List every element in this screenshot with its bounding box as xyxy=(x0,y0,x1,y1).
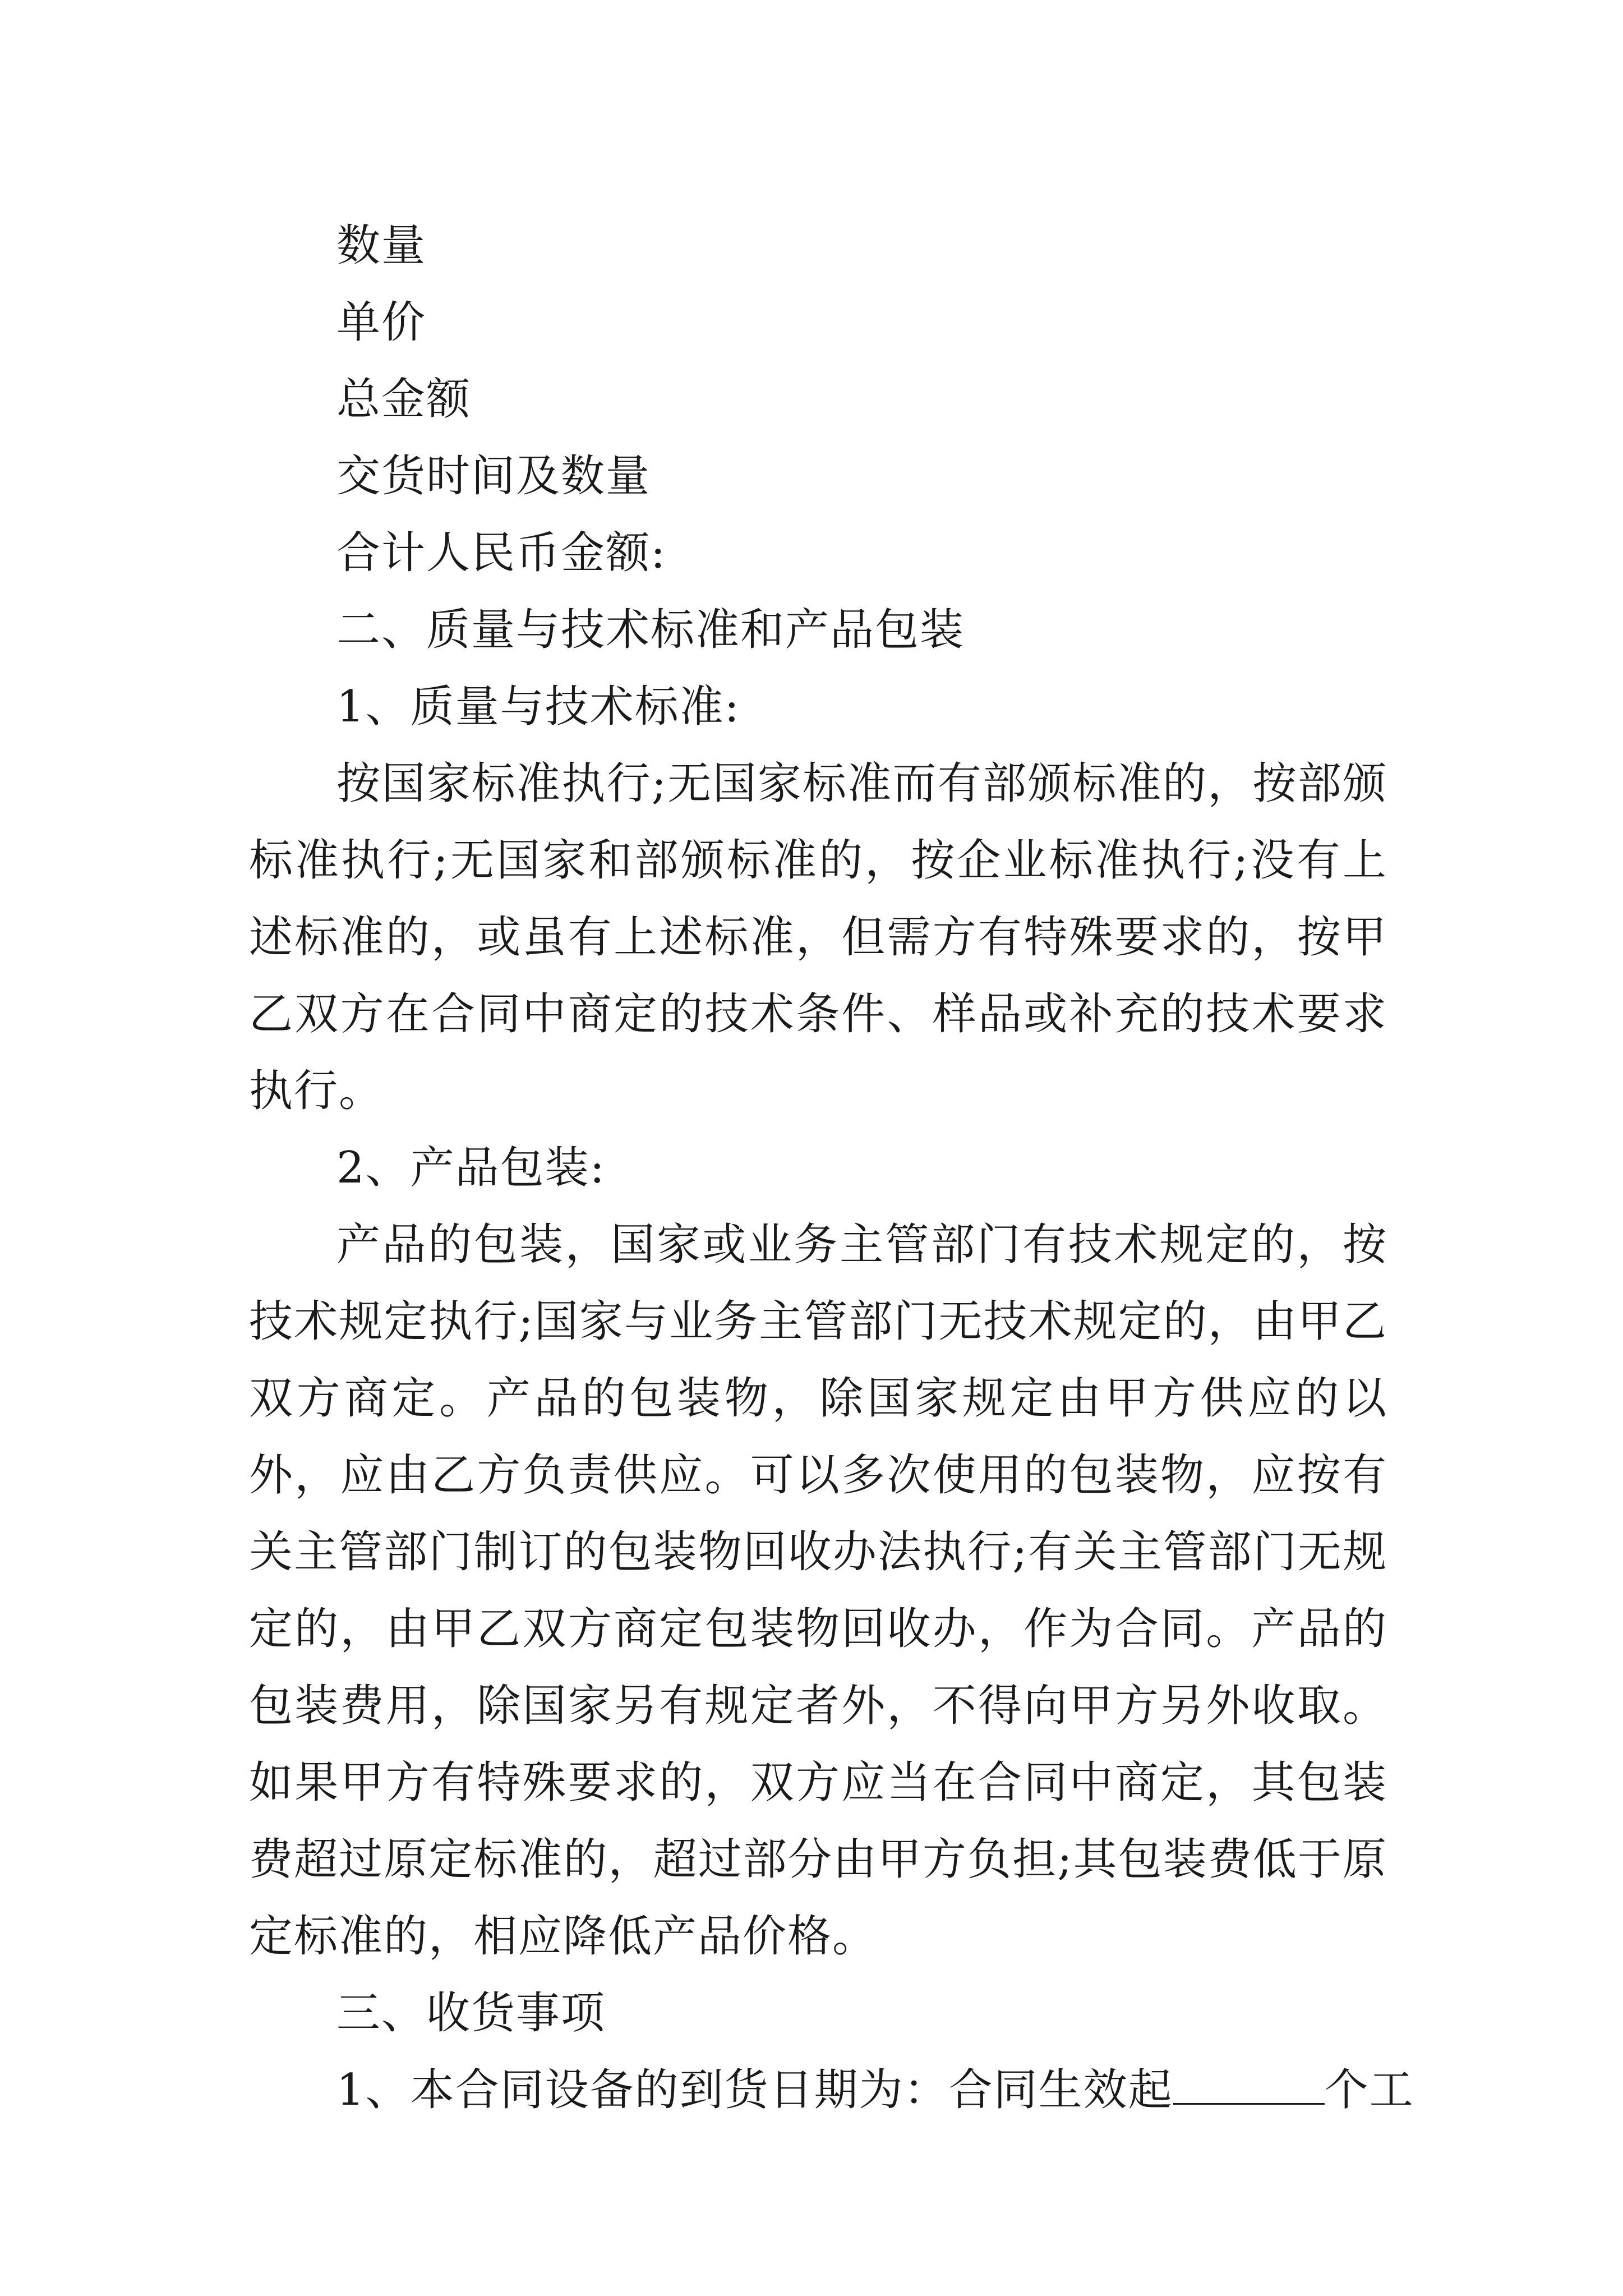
list-item-delivery-time: 交货时间及数量 xyxy=(336,451,651,501)
list-item-total-rmb: 合计人民币金额: xyxy=(336,528,667,578)
clause-delivery-date-suffix: 个工 xyxy=(1324,2065,1414,2115)
fill-in-blank[interactable] xyxy=(1173,2058,1325,2105)
list-item-unit-price: 单价 xyxy=(336,297,427,348)
clause-delivery-date-prefix: 1、本合同设备的到货日期为：合同生效起 xyxy=(336,2065,1173,2115)
list-item-quantity: 数量 xyxy=(336,220,427,271)
paragraph-quality-standard: 按国家标准执行;无国家标准而有部颁标准的，按部颁标准执行;无国家和部颁标准的，按企业标准执行;没有上述标准的，或虽有上述标准，但需方有特殊要求的，按甲乙双方在合同中商定的技术条件、样品或补充的技术要求执行。 xyxy=(249,758,1387,1116)
list-item-total-amount: 总金额 xyxy=(336,374,472,425)
paragraph-packaging: 产品的包装，国家或业务主管部门有技术规定的，按技术规定执行;国家与业务主管部门无技术规定的，由甲乙双方商定。产品的包装物，除国家规定由甲方供应的以外，应由乙方负责供应。可以多次使用的包装物，应按有关主管部门制订的包装物回收办法执行;有关主管部门无规定的，由甲乙双方商定包装物回收办，作为合同。产品的包装费用，除国家另有规定者外，不得向甲方另外收取。如果甲方有特殊要求的，双方应当在合同中商定，其包装费超过原定标准的，超过部分由甲方负担;其包装费低于原定标准的，相应降低产品价格。 xyxy=(249,1220,1387,1962)
section-heading-quality-packaging: 二、质量与技术标准和产品包装 xyxy=(336,605,965,655)
section-heading-receiving: 三、收货事项 xyxy=(336,1988,606,2039)
subheading-packaging: 2、产品包装: xyxy=(336,1143,606,1193)
subheading-quality-standard: 1、质量与技术标准: xyxy=(336,682,740,732)
clause-delivery-date xyxy=(249,2052,1414,2129)
document-body xyxy=(249,208,1414,2129)
